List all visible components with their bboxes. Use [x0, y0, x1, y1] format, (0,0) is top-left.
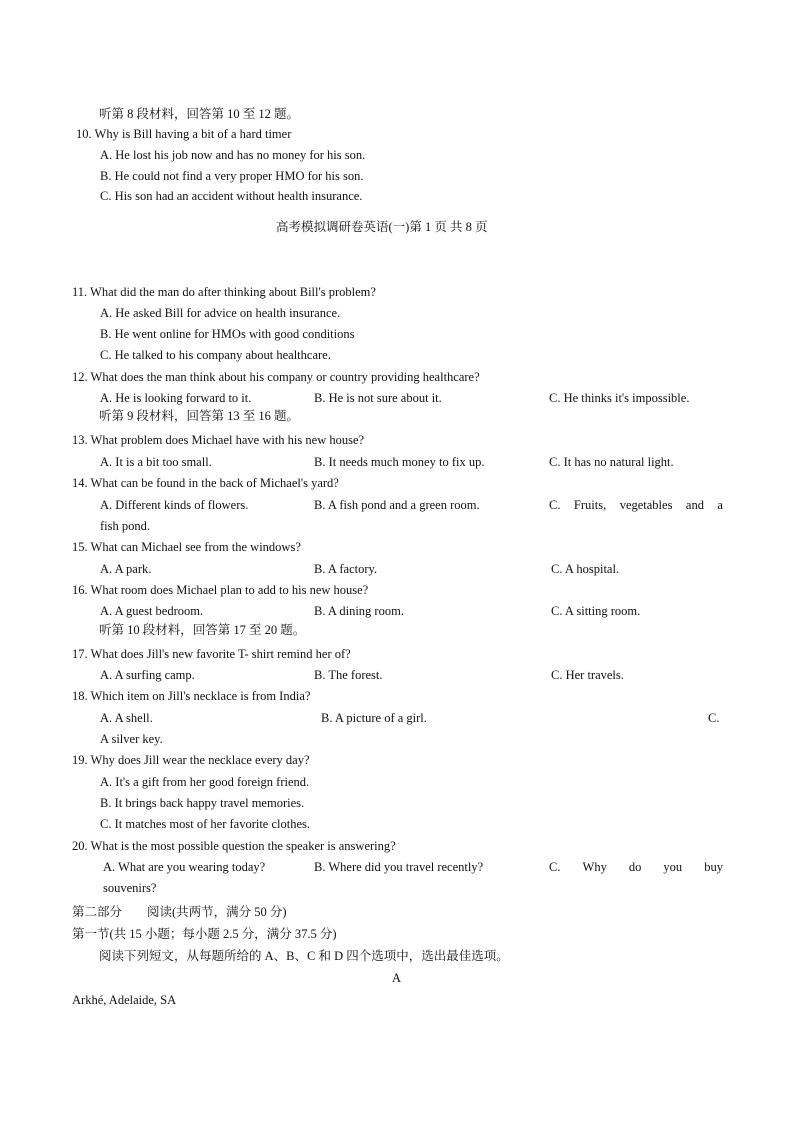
option-c-word: you	[663, 860, 683, 874]
question-18-option-a: A. A shell.	[100, 711, 153, 725]
question-16-stem: 16. What room does Michael plan to add to his new house?	[72, 583, 369, 597]
part-2-heading: 第二部分 阅读(共两节，满分 50 分)	[72, 905, 287, 919]
question-14-option-c-continued: fish pond.	[100, 519, 150, 533]
question-13-stem: 13. What problem does Michael have with his new house?	[72, 433, 365, 447]
question-15-stem: 15. What can Michael see from the windows?	[72, 540, 301, 554]
question-12-stem: 12. What does the man think about his company or country providing healthcare?	[72, 370, 480, 384]
option-c-word: vegetables	[619, 498, 673, 512]
question-18-option-c-continued: A silver key.	[100, 732, 163, 746]
question-20-option-a: A. What are you wearing today?	[103, 860, 266, 874]
question-15-option-c: C. A hospital.	[551, 562, 620, 576]
section-9-intro: 听第 9 段材料，回答第 13 至 16 题。	[99, 409, 300, 423]
option-c-word: and	[685, 498, 704, 512]
option-c-word: Why	[582, 860, 607, 874]
question-10-option-a: A. He lost his job now and has no money for his son.	[100, 148, 366, 162]
passage-title: Arkhé, Adelaide, SA	[72, 993, 177, 1007]
question-14-option-b: B. A fish pond and a green room.	[314, 498, 480, 512]
question-12-option-a: A. He is looking forward to it.	[100, 391, 252, 405]
question-19-option-c: C. It matches most of her favorite clothes.	[100, 817, 311, 831]
question-19-option-a: A. It's a gift from her good foreign friend.	[100, 775, 310, 789]
question-19-option-b: B. It brings back happy travel memories.	[100, 796, 305, 810]
question-13-option-b: B. It needs much money to fix up.	[314, 455, 485, 469]
question-15-option-a: A. A park.	[100, 562, 152, 576]
option-c-word: buy	[704, 860, 723, 874]
question-17-option-c: C. Her travels.	[551, 668, 624, 682]
section-8-intro: 听第 8 段材料，回答第 10 至 12 题。	[99, 107, 300, 121]
question-14-option-c	[549, 497, 723, 513]
question-16-option-c: C. A sitting room.	[551, 604, 641, 618]
question-20-stem: 20. What is the most possible question the speaker is answering?	[72, 839, 396, 853]
question-12-option-b: B. He is not sure about it.	[314, 391, 442, 405]
question-18-option-b: B. A picture of a girl.	[321, 711, 427, 725]
question-11-option-a: A. He asked Bill for advice on health insurance.	[100, 306, 341, 320]
section-1-heading: 第一节(共 15 小题；每小题 2.5 分，满分 37.5 分)	[72, 927, 337, 941]
question-11-stem: 11. What did the man do after thinking about Bill's problem?	[72, 285, 376, 299]
page-footer: 高考模拟调研卷英语(一)第 1 页 共 8 页	[276, 220, 488, 234]
question-16-option-b: B. A dining room.	[314, 604, 404, 618]
option-c-word: do	[628, 860, 642, 874]
question-14-stem: 14. What can be found in the back of Michael's yard?	[72, 476, 339, 490]
question-17-stem: 17. What does Jill's new favorite T- shirt remind her of?	[72, 647, 351, 661]
question-20-option-c	[549, 859, 723, 875]
question-10-option-c: C. His son had an accident without health insurance.	[100, 189, 363, 203]
option-c-word: C.	[549, 498, 561, 512]
question-12-option-c: C. He thinks it's impossible.	[549, 391, 690, 405]
question-15-option-b: B. A factory.	[314, 562, 378, 576]
section-10-intro: 听第 10 段材料，回答第 17 至 20 题。	[99, 623, 306, 637]
question-20-option-b: B. Where did you travel recently?	[314, 860, 484, 874]
question-16-option-a: A. A guest bedroom.	[100, 604, 204, 618]
question-20-option-c-continued: souvenirs?	[103, 881, 157, 895]
question-10-stem: 10. Why is Bill having a bit of a hard timer	[76, 127, 292, 141]
option-c-word: a	[717, 498, 723, 512]
reading-instruction: 阅读下列短文，从每题所给的 A、B、C 和 D 四个选项中，选出最佳选项。	[99, 949, 509, 963]
option-c-word: Fruits,	[573, 498, 607, 512]
passage-label: A	[392, 971, 402, 985]
question-11-option-b: B. He went online for HMOs with good conditions	[100, 327, 355, 341]
question-14-option-a: A. Different kinds of flowers.	[100, 498, 249, 512]
question-17-option-a: A. A surfing camp.	[100, 668, 195, 682]
question-13-option-a: A. It is a bit too small.	[100, 455, 212, 469]
question-18-option-c-label: C.	[708, 711, 720, 725]
question-17-option-b: B. The forest.	[314, 668, 383, 682]
question-11-option-c: C. He talked to his company about healthcare.	[100, 348, 331, 362]
question-10-option-b: B. He could not find a very proper HMO for his son.	[100, 169, 364, 183]
option-c-word: C.	[549, 860, 561, 874]
question-19-stem: 19. Why does Jill wear the necklace every day?	[72, 753, 310, 767]
question-18-stem: 18. Which item on Jill's necklace is from India?	[72, 689, 311, 703]
question-13-option-c: C. It has no natural light.	[549, 455, 674, 469]
